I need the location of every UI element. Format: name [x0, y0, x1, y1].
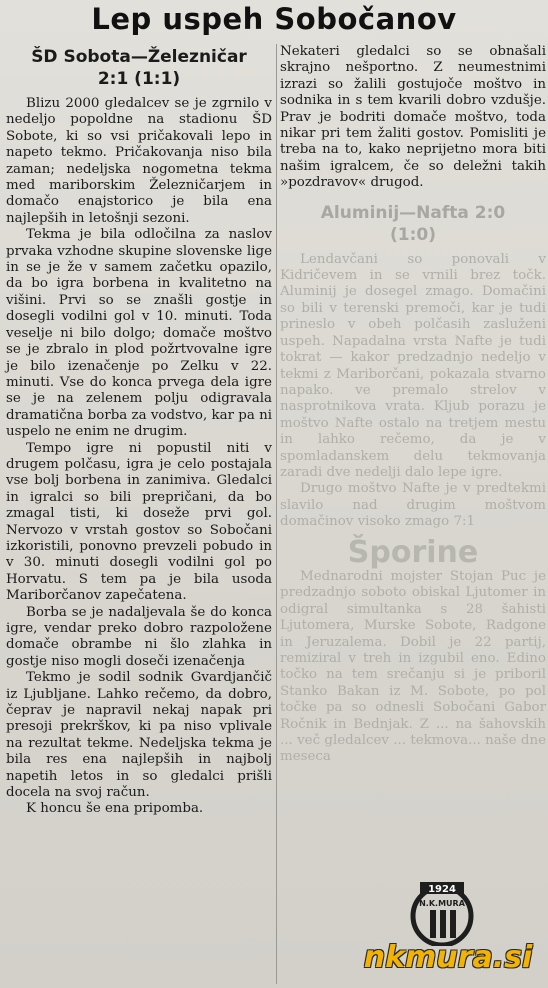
headline: Lep uspeh Sobočanov: [91, 2, 457, 36]
section-title: Šporine: [347, 534, 479, 570]
column-divider: [276, 44, 277, 984]
left-column: [6, 46, 272, 818]
article-paragraph: K honcu še ena pripomba.: [26, 801, 204, 817]
article-continuation: Nekateri gledalci so se obnašali skrajno nešportno. Z neumestnimi izrazi so žalili gostujoče moštvo in sodnika in s tem kvarili dobro vzdušje. Prav je bodriti domače moštvo, toda nikar pri tem žaliti gostov. Pomisliti je treba na to, kako neprijetno mora biti našim igralcem, če so deležni takih »pozdravov« drugod.: [280, 44, 546, 191]
right-column: [280, 44, 546, 766]
article-paragraph: Blizu 2000 gledalcev se je zgrnilo v nedeljo popoldne na stadionu ŠD Sobote, ki so vsi pričakovali lepo in napeto tekmo. Pričakovanja niso bila zaman; nedeljska nogometna tekma med mariborskim Železničarjem in domačo enajstorico je bila ena najlepših in letošnji sezoni.: [6, 96, 272, 226]
logo-year: 1924: [428, 884, 456, 895]
nk-mura-logo-icon: [392, 876, 492, 946]
article-paragraph: Tekmo je sodil sodnik Gvardjančič iz Ljubljane. Lahko rečemo, da dobro, čeprav je napravil nekaj napak pri presoji prekrškov, ki pa niso vplivale na rezultat tekme. Nedeljska tekma je bila res ena najlepših in najbolj napetih letos in so gledalci prišli docela na svoj račun.: [6, 670, 272, 801]
logo-text: N.K.MURA: [419, 899, 465, 908]
article-paragraph: Borba se je nadaljevala še do konca igre, vendar preko dobro razpoložene domače obrambe ni šlo zlahka in gostje niso mogli doseči izenačenja: [6, 604, 272, 669]
article-paragraph: Tekma je bila odločilna za naslov prvaka vzhodne skupine slovenske lige in se je že v samem začetku opazilo, da bo igra borbena in kvalitetno na višini. Prvi so se znašli gostje in dosegli vodilni gol v 10. minuti. Toda veselje ni bilo dolgo; domače moštvo se je zbralo in plod požrtvovalne igre je bilo izenačenje po Zelku v 22. minuti. Vse do konca prvega dela igre se je na zelenem polju odigravala dramatična borba za vodstvo, kar pa ni uspelo ne enim ne drugim.: [6, 227, 272, 440]
article-paragraph: Drugo moštvo Nafte je v predtekmi slavilo nad drugim moštvom domačinov visoko zmago 7:1: [280, 481, 546, 530]
watermark-brand: nkmura.si: [363, 940, 533, 975]
article-paragraph: Tempo igre ni popustil niti v drugem polčasu, igra je celo postajala vse bolj borbena in zanimiva. Gledalci in igralci so bili prepričani, da bo zmagal tisti, ki doseže prvi gol. Nervozo v vrstah gostov so Sobočani izkoristili, ponovno prevzeli pobudo in v 30. minuti dosegli vodilni gol po Horvatu. S tem pa je bila usoda Mariborčanov zapečatena.: [6, 440, 272, 604]
match1-score: 2:1 (1:1): [97, 69, 181, 89]
article-paragraph: Lendavčani so ponovali v Kidričevem in se vrnili brez točk. Aluminij je dosegel zmago. Domačini so bili v terenski premoči, kar je tudi prineslo v obeh polčasih zasluženi uspeh. Napadalna vrsta Nafte je tudi tokrat — kakor predzadnjo nedeljo v tekmi z Mariborčani, pokazala stvarno napako. ve premalo strelov v nasprotnikova vrata. Kljub porazu je moštvo Nafte ostalo na tretjem mestu in lahko rečemo, da je v spomladanskem delu tekmovanja zaradi dve nedelji dalo lepe igre.: [280, 251, 546, 480]
match1-title: ŠD Sobota—Železničar: [31, 47, 247, 67]
match2-score: (1:0): [390, 224, 436, 245]
match2-title: Aluminij—Nafta 2:0: [320, 202, 506, 223]
article-paragraph: Mednarodni mojster Stojan Puc je predzadnjo soboto obiskal Ljutomer in odigral simultanka s 28 šahisti Ljutomera, Murske Sobote, Radgone in Jeruzalema. Dobil je 22 partij, remiziral v treh in izgubil eno. Edino točko na tem srečanju si je priboril Stanko Bakan iz M. Sobote, po pol točke pa so odnesli Sobočani Gabor Ročnik in Bednjak. Z ... na šahovskih ... več gledalcev ... tekmova... naše dne meseca: [280, 568, 546, 765]
